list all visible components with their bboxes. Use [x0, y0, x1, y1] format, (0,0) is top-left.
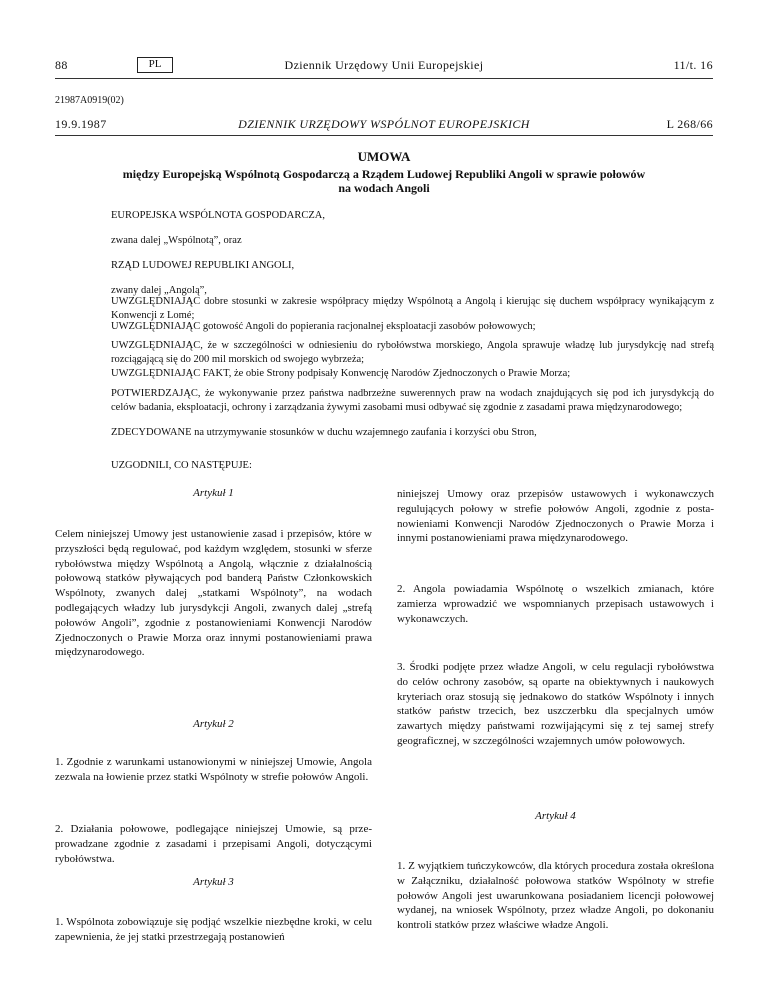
- article-3-para-1: 1. Wspólnota zobowiązuje się podjąć wszelkie niezbędne kroki, w celu zapewnienia, że jej statki przestrzegają postanowień: [55, 916, 372, 943]
- document-subtitle-line1: między Europejską Wspólnotą Gospodarczą a Rządem Ludowej Republiki Angoli w sprawie połowów: [122, 167, 646, 181]
- recital-jurisdiction: UWZGLĘDNIAJĄC, że w szczególności w odniesieniu do rybołówstwa morskiego, Angola sprawuje władzę lub jurysdykcję nad strefą rozciągającą się do 200 mil morskich od swojego wybrzeża;: [111, 340, 714, 365]
- journal-title: Dziennik Urzędowy Unii Europejskiej: [284, 58, 484, 72]
- article-2-heading: Artykuł 2: [193, 718, 234, 730]
- header-rule: [55, 78, 713, 79]
- article-1-text: Celem niniejszej Umowy jest ustanowienie zasad i przepisów, które w przyszłości będą regulować, pod każdym względem, stosunki w sferze rybołówstwa między Wspólnotą a Angolą, włącznie z działalnością połowową statków pływających pod banderą Państw Członkowskich Wspólnoty, zwanych dalej „statkami Wspólnoty”, na wodach podlegających władzy lub jurysdykcji Angoli, zwanych dalej „strefą połowów Angoli”, zgodnie z postanowieniami Konwencji Narodów Zjednoczonych o Prawie Morza oraz innymi postanowieniami prawa międzynarodowego.: [55, 528, 372, 659]
- article-4-heading: Artykuł 4: [535, 810, 576, 822]
- publication-date: 19.9.1987: [55, 117, 107, 131]
- article-2-para-1: 1. Zgodnie z warunkami ustanowionymi w niniejszej Umowie, Angola zezwala na łowienie przez statki Wspólnoty w strefie połowów Angoli.: [55, 756, 372, 783]
- article-3-heading: Artykuł 3: [193, 876, 234, 888]
- article-4-para-1: 1. Z wyjątkiem tuńczykowców, dla których procedura została określona w Załączniku, działalność połowowa statków Wspólnoty w strefie połowów Angoli jest uwarunkowana posiadaniem licencji połowowej wydanej, na wniosek Wspólnoty, przez władze Angoli, po dokonaniu kontroli statków przez właściwe władze Angoli.: [397, 860, 714, 932]
- preamble-angola-alias: zwany dalej „Angolą”,: [111, 285, 207, 296]
- subheader-rule: [55, 135, 713, 136]
- original-journal-title: DZIENNIK URZĘDOWY WSPÓLNOT EUROPEJSKICH: [238, 117, 530, 131]
- article-3-para-2: 2. Angola powiadamia Wspólnotę o wszelkich zmianach, które zamierza wprowadzić we wspomnianych przepisach ustawowych i wykonawczych.: [397, 583, 714, 625]
- article-1-heading: Artykuł 1: [193, 487, 234, 499]
- preamble-community-alias: zwana dalej „Wspólnotą”, oraz: [111, 235, 242, 246]
- article-2-para-2: 2. Działania połowowe, podlegające niniejszej Umowie, są przeprowadzane zgodnie z zasadami i przepisami Angoli, dotyczącymi rybołówstwa.: [55, 823, 372, 865]
- document-subtitle-line2: na wodach Angoli: [338, 181, 430, 195]
- page-number: 88: [55, 58, 68, 72]
- article-3-para-3: 3. Środki podjęte przez władze Angoli, w celu regulacji rybołówstwa do celów ochrony zasobów, są oparte na obiektywnych i naukowych kryteriach oraz stosują się jednakowo do statków Wspólnoty i innych statków państw trzecich, bez uszczerbku dla specjalnych umów zawartych między państwami rozwijającymi się z tej samej strefy geograficznej, w szczególności wzajemnych umów połowowych.: [397, 661, 714, 747]
- celex-number: 21987A0919(02): [55, 95, 124, 106]
- recital-cooperation: UWZGLĘDNIAJĄC dobre stosunki w zakresie współpracy między Wspólnotą a Angolą i kierując się duchem współpracy wynikającym z Konwencji z Lomé;: [111, 296, 714, 321]
- recital-mutual-trust: ZDECYDOWANE na utrzymywanie stosunków w duchu wzajemnego zaufania i korzyści obu Stron,: [111, 427, 537, 438]
- preamble-party-eec: EUROPEJSKA WSPÓLNOTA GOSPODARCZA,: [111, 210, 325, 221]
- document-title: UMOWA: [357, 149, 411, 164]
- volume-number: 11/t. 16: [673, 58, 713, 72]
- recital-unclos: UWZGLĘDNIAJĄC FAKT, że obie Strony podpisały Konwencję Narodów Zjednoczonych o Prawie Morza;: [111, 368, 571, 379]
- recital-rational-exploitation: UWZGLĘDNIAJĄC gotowość Angoli do popierania racjonalnej eksploatacji zasobów połowowych;: [111, 321, 536, 332]
- recital-sovereign-rights: POTWIERDZAJĄC, że wykonywanie przez państwa nadbrzeżne suwerennych praw na wodach znajdujących się pod ich jurysdykcją do celów badania, eksploatacji, ochrony i zarządzania żywymi zasobami musi odbywać się zgodnie z zasadami prawa międzynarodowego;: [111, 388, 714, 413]
- preamble-party-angola: RZĄD LUDOWEJ REPUBLIKI ANGOLI,: [111, 260, 295, 271]
- article-3-para-1-continued: niniejszej Umowy oraz przepisów ustawowych i wykonawczych regulujących połowy w strefie połowów Angoli, zgodnie z postanowieniami Konwencji Narodów Zjednoczonych o Prawie Morza i innymi postanowieniami prawa międzynarodowego.: [397, 488, 714, 545]
- agreed-clause: UZGODNILI, CO NASTĘPUJE:: [111, 460, 252, 471]
- language-code-badge: PL: [137, 57, 173, 73]
- oj-reference: L 268/66: [666, 117, 713, 131]
